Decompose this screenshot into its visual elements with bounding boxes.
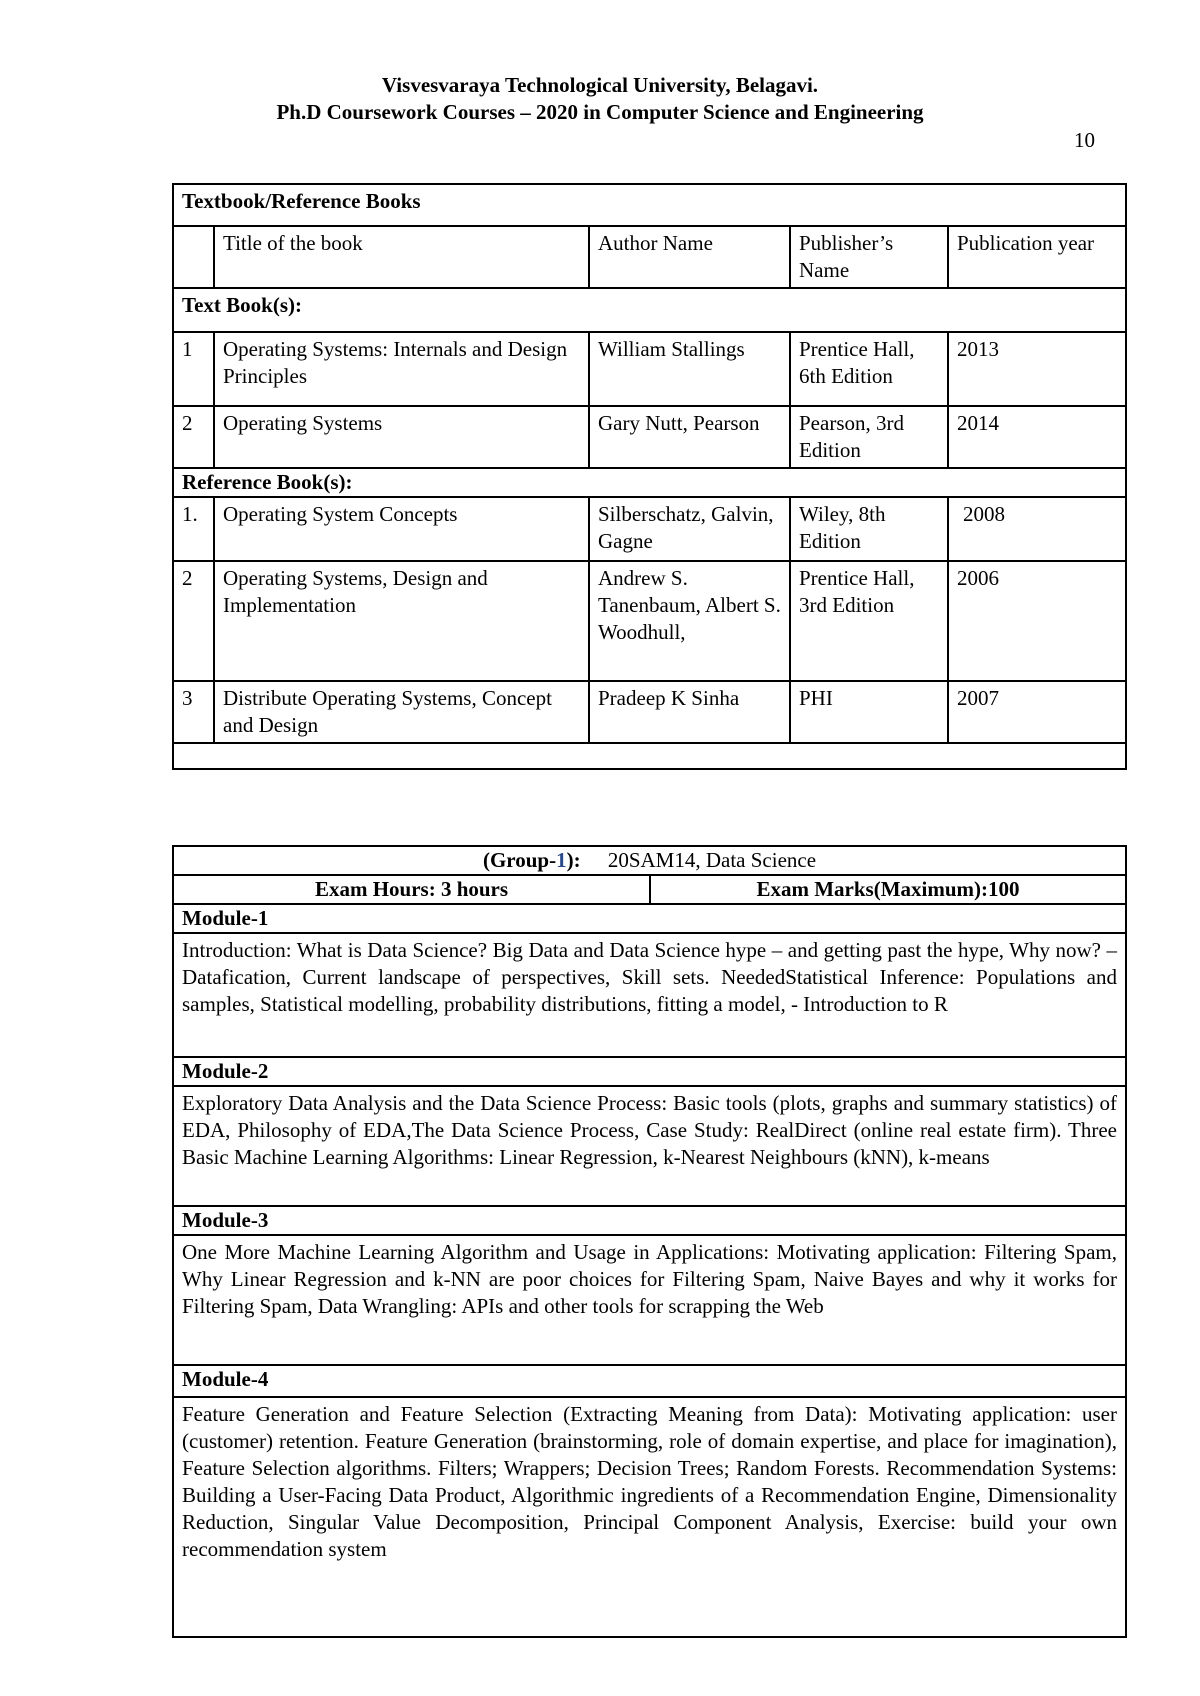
book-title: Operating System Concepts — [214, 497, 589, 561]
book-no: 2 — [173, 406, 214, 468]
book-author: Silberschatz, Galvin, Gagne — [589, 497, 790, 561]
book-author: Andrew S. Tanenbaum, Albert S. Woodhull, — [589, 561, 790, 681]
book-publisher: Wiley, 8th Edition — [790, 497, 948, 561]
text-books-label: Text Book(s): — [173, 288, 1126, 332]
book-title: Distribute Operating Systems, Concept and Design — [214, 681, 589, 743]
coursework-title: Ph.D Coursework Courses – 2020 in Computer Science and Engineering — [276, 100, 924, 124]
table-row — [173, 332, 1126, 406]
book-publisher: PHI — [790, 681, 948, 743]
book-no: 2 — [173, 561, 214, 681]
module-title: Module-3 — [173, 1206, 1126, 1235]
book-no: 1 — [173, 332, 214, 406]
table-row — [173, 497, 1126, 561]
module-title: Module-4 — [173, 1365, 1126, 1397]
course-code-name: 20SAM14, Data Science — [607, 848, 817, 872]
university-title: Visvesvaraya Technological University, Belagavi. — [381, 73, 819, 97]
course-title-row — [173, 846, 1126, 875]
book-author: Pradeep K Sinha — [589, 681, 790, 743]
group-label: (Group- — [482, 848, 557, 872]
book-year: 2007 — [948, 681, 1126, 743]
book-year: 2014 — [948, 406, 1126, 468]
books-table-title: Textbook/Reference Books — [173, 184, 1126, 226]
module-content: Introduction: What is Data Science? Big Data and Data Science hype – and getting past the hype, Why now? – Datafication, Current landscape of perspectives, Skill sets. NeededStatistical Inference: Populations and samples, Statistical modelling, probability distributions, fitting a model, - Introduction to R — [173, 933, 1126, 1057]
book-title: Operating Systems, Design and Implementation — [214, 561, 589, 681]
exam-hours: Exam Hours: 3 hours — [173, 875, 650, 904]
book-no: 3 — [173, 681, 214, 743]
module-title: Module-2 — [173, 1057, 1126, 1086]
group-number: 1 — [556, 848, 567, 872]
book-title: Operating Systems: Internals and Design Principles — [214, 332, 589, 406]
header-cell: Author Name — [589, 226, 790, 288]
exam-marks: Exam Marks(Maximum):100 — [650, 875, 1126, 904]
group-close: ): — [566, 848, 581, 872]
header-cell: Publication year — [948, 226, 1126, 288]
header-cell: Title of the book — [214, 226, 589, 288]
table-row — [173, 681, 1126, 743]
book-author: William Stallings — [589, 332, 790, 406]
book-publisher: Prentice Hall, 6th Edition — [790, 332, 948, 406]
header-cell: Publisher’s Name — [790, 226, 948, 288]
header-cell — [173, 226, 214, 288]
table-row — [173, 561, 1126, 681]
empty-row — [173, 743, 1126, 769]
page-number: 10 — [1074, 128, 1095, 152]
book-publisher: Pearson, 3rd Edition — [790, 406, 948, 468]
book-year: 2013 — [948, 332, 1126, 406]
module-content: Exploratory Data Analysis and the Data Science Process: Basic tools (plots, graphs and summary statistics) of EDA, Philosophy of EDA,The Data Science Process, Case Study: RealDirect (online real estate firm). Three Basic Machine Learning Algorithms: Linear Regression, k-Nearest Neighbours (kNN), k-means — [173, 1086, 1126, 1206]
book-title: Operating Systems — [214, 406, 589, 468]
books-table — [172, 183, 1127, 770]
course-table — [172, 845, 1127, 1638]
module-content: Feature Generation and Feature Selection (Extracting Meaning from Data): Motivating application: user (customer) retention. Feature Generation (brainstorming, role of domain expertise, and place for imagination), Feature Selection algorithms. Filters; Wrappers; Decision Trees; Random Forests. Recommendation Systems: Building a User-Facing Data Product, Algorithmic ingredients of a Recommendation Engine, Dimensionality Reduction, Singular Value Decomposition, Principal Component Analysis, Exercise: build your own recommendation system — [173, 1397, 1126, 1637]
module-title: Module-1 — [173, 904, 1126, 933]
reference-books-label: Reference Book(s): — [173, 468, 1126, 497]
module-content: One More Machine Learning Algorithm and Usage in Applications: Motivating application: Filtering Spam, Why Linear Regression and k-NN are poor choices for Filtering Spam, Naive Bayes and why it works for Filtering Spam, Data Wrangling: APIs and other tools for scrapping the Web — [173, 1235, 1126, 1365]
table-row — [173, 406, 1126, 468]
book-year: 2006 — [948, 561, 1126, 681]
book-publisher: Prentice Hall, 3rd Edition — [790, 561, 948, 681]
book-author: Gary Nutt, Pearson — [589, 406, 790, 468]
books-header-row — [173, 226, 1126, 288]
book-year: 2008 — [948, 497, 1126, 561]
book-no: 1. — [173, 497, 214, 561]
